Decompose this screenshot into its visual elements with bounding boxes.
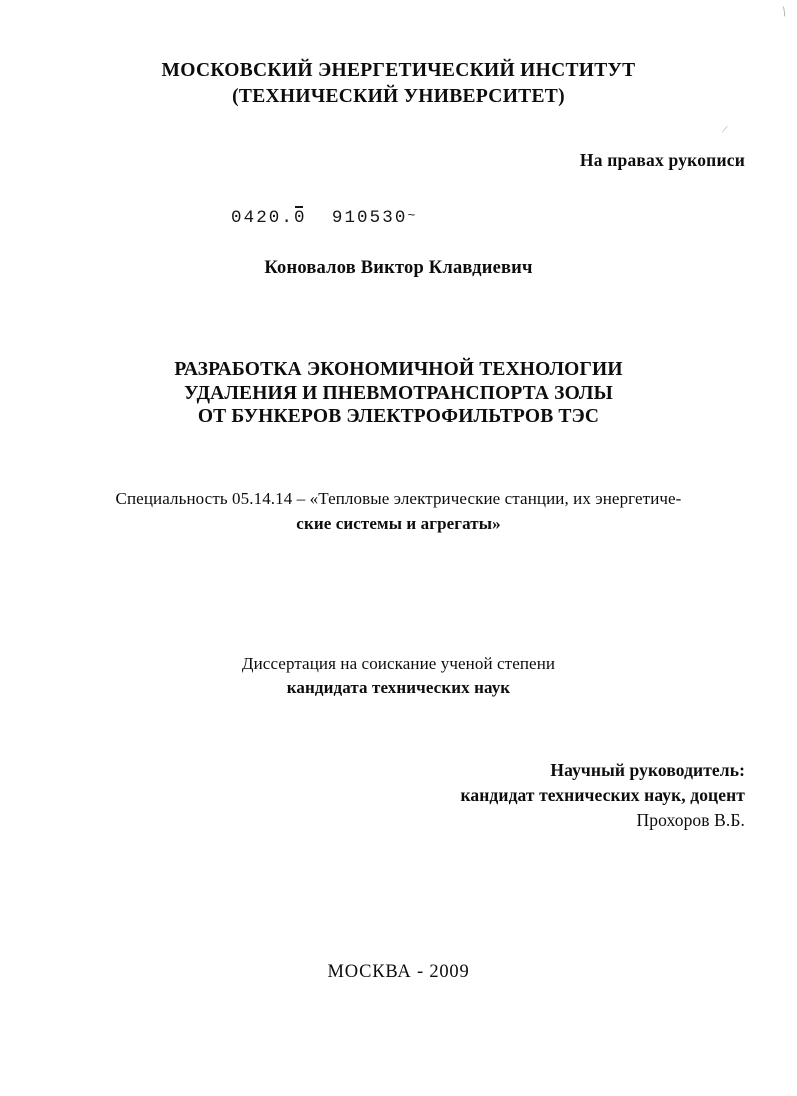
specialty-line-2: ские системы и агрегаты»: [296, 514, 501, 533]
scan-ink-mark-middle-right: /: [720, 121, 729, 137]
institution-line-2: (ТЕХНИЧЕСКИЙ УНИВЕРСИТЕТ): [232, 86, 565, 107]
footer-city-year: МОСКВА - 2009: [327, 962, 470, 982]
specialty-line-1: Специальность 05.14.14 – «Тепловые электрические станции, их энергетиче-: [115, 489, 682, 508]
stamp-barred-digit: 0: [294, 208, 307, 228]
supervisor-rank: кандидат технических наук, доцент: [460, 785, 745, 805]
degree-line-2: кандидата технических наук: [286, 678, 511, 697]
stamp-part-1: 0420.: [231, 208, 295, 228]
degree-line-1: Диссертация на соискание ученой степени: [241, 654, 556, 673]
library-stamp-number: [231, 208, 415, 228]
manuscript-rights-note: На правах рукописи: [579, 150, 745, 170]
institution-header: [0, 58, 797, 110]
stamp-trailing-mark: ~: [407, 208, 416, 223]
title-line-3: ОТ БУНКЕРОВ ЭЛЕКТРОФИЛЬТРОВ ТЭС: [197, 406, 600, 427]
supervisor-label: Научный руководитель:: [550, 760, 745, 780]
institution-line-1: МОСКОВСКИЙ ЭНЕРГЕТИЧЕСКИЙ ИНСТИТУТ: [161, 60, 636, 81]
stamp-part-2: 910530: [331, 208, 408, 228]
title-line-2: УДАЛЕНИЯ И ПНЕВМОТРАНСПОРТА ЗОЛЫ: [184, 382, 613, 404]
degree-statement: [0, 652, 797, 700]
supervisor-name: Прохоров В.Б.: [636, 810, 745, 830]
scan-ink-mark-top-right: \: [780, 4, 788, 21]
specialty-block: [0, 486, 797, 536]
title-line-1: РАЗРАБОТКА ЭКОНОМИЧНОЙ ТЕХНОЛОГИИ: [174, 359, 623, 380]
author-name: Коновалов Виктор Клавдиевич: [264, 258, 533, 278]
supervisor-block: [460, 758, 745, 833]
dissertation-title: [0, 358, 797, 429]
